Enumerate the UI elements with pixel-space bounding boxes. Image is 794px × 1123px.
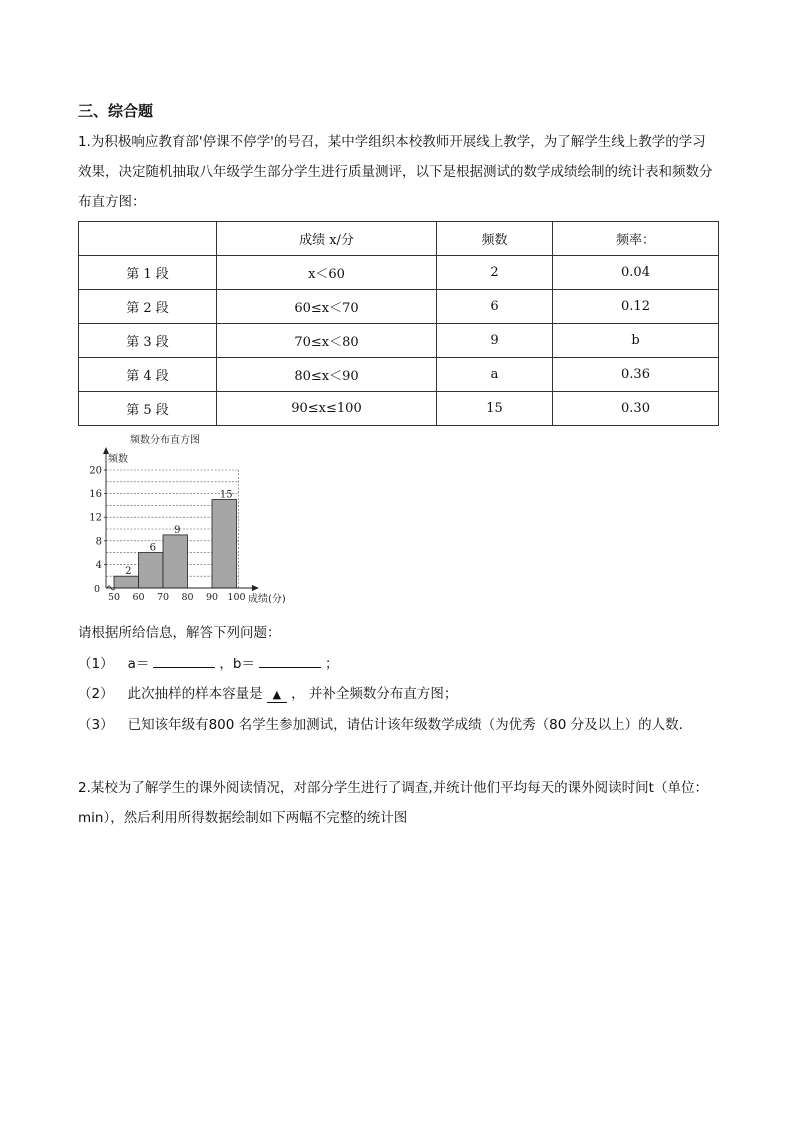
table-cell: 80≤x＜90 <box>217 358 437 392</box>
table-row <box>79 324 719 358</box>
table-cell: 0.12 <box>553 290 719 324</box>
answer-blank-b[interactable] <box>259 652 321 668</box>
question-1-text: 1.为积极响应教育部'停课不停学'的号召，某中学组织本校教师开展线上教学，为了解学生线上教学的学习效果，决定随机抽取八年级学生部分学生进行质量测评，以下是根据测试的数学成绩绘制的统计表和频数分布直方图： <box>78 134 713 210</box>
y-tick-label: 12 <box>89 512 102 524</box>
y-axis-label: 频数 <box>108 454 128 465</box>
x-axis-label: 成绩(分) <box>248 594 286 605</box>
table-cell: 0.04 <box>553 256 719 290</box>
sub-question-number: （1） <box>78 655 114 672</box>
b-label: ，b＝ <box>219 655 255 672</box>
bars <box>114 490 237 589</box>
histogram-bar <box>114 576 139 588</box>
table-cell: 90≤x≤100 <box>217 392 437 426</box>
histogram-bar <box>163 535 188 588</box>
question-2 <box>78 773 728 833</box>
table-cell: x＜60 <box>217 256 437 290</box>
table-cell: 第 3 段 <box>79 324 217 358</box>
table-cell: 第 4 段 <box>79 358 217 392</box>
question-1-intro <box>78 127 718 217</box>
sub-question-text: ， 并补全频数分布直方图； <box>291 686 458 702</box>
table-row <box>79 256 719 290</box>
sub-question-text: 此次抽样的样本容量是 <box>127 686 263 702</box>
section-title: 三、综合题 <box>78 102 154 120</box>
x-tick-label: 60 <box>132 592 145 603</box>
sub-question-number: （3） <box>78 716 114 733</box>
y-tick-label: 20 <box>89 465 102 477</box>
table-cell: b <box>553 324 719 358</box>
answer-blank-sample-size[interactable]: ▲ <box>267 688 287 703</box>
histogram-bar <box>139 553 164 588</box>
punctuation: ； <box>324 655 339 672</box>
frequency-table <box>78 221 719 426</box>
chart-title: 频数分布直方图 <box>130 435 200 446</box>
table-cell: 第 2 段 <box>79 290 217 324</box>
sub-question-text: 已知该年级有800 名学生参加测试，请估计该年级数学成绩（为优秀（80 分及以上）的人数． <box>127 716 693 733</box>
x-tick-label: 90 <box>205 592 219 603</box>
table-row <box>79 358 719 392</box>
bar-value-label: 2 <box>125 566 132 578</box>
y-tick-label: 8 <box>95 536 102 548</box>
table-cell: 第 1 段 <box>79 256 217 290</box>
table-row <box>79 290 719 324</box>
table-header-cell: 成绩 x/分 <box>217 222 437 256</box>
table-cell: a <box>437 358 553 392</box>
table-cell: 第 5 段 <box>79 392 217 426</box>
sub-question-1 <box>78 649 728 680</box>
table-header-cell: 频数 <box>437 222 553 256</box>
table-header-cell: 频率： <box>553 222 719 256</box>
question-2-text: 2.某校为了解学生的课外阅读情况，对部分学生进行了调查,并统计他们平均每天的课外阅读时间t（单位：min），然后利用所得数据绘制如下两幅不完整的统计图 <box>78 780 708 826</box>
x-axis-arrow <box>252 585 259 591</box>
sub-question-number: （2） <box>78 686 114 702</box>
a-label: a＝ <box>127 655 150 672</box>
answer-blank-a[interactable] <box>153 652 215 668</box>
histogram-bar <box>212 500 237 589</box>
bar-value-label: 6 <box>149 542 156 554</box>
table-cell: 70≤x＜80 <box>217 324 437 358</box>
table-row <box>79 392 719 426</box>
x-tick-label: 80 <box>181 592 194 603</box>
sub-question-3 <box>78 710 728 741</box>
prompt-line: 请根据所给信息，解答下列问题： <box>78 625 281 641</box>
table-cell: 0.36 <box>553 358 719 392</box>
table-cell: 15 <box>437 392 553 426</box>
y-tick-label: 16 <box>89 489 102 501</box>
sub-question-2 <box>78 679 728 710</box>
x-tick-label: 70 <box>156 592 170 603</box>
y-tick-label: 4 <box>95 559 102 571</box>
x-tick-label: 50 <box>107 592 121 603</box>
table-cell: 60≤x＜70 <box>217 290 437 324</box>
x-tick-label: 0 <box>93 584 101 595</box>
y-axis-arrow <box>103 447 109 454</box>
bar-value-label: 9 <box>174 524 181 536</box>
frequency-histogram <box>78 432 298 608</box>
table-header-row <box>79 222 719 256</box>
table-cell: 0.30 <box>553 392 719 426</box>
table-header-cell <box>79 222 217 256</box>
table-cell: 9 <box>437 324 553 358</box>
table-cell: 2 <box>437 256 553 290</box>
table-cell: 6 <box>437 290 553 324</box>
bar-value-label: 15 <box>219 489 233 501</box>
question-1-parts <box>78 618 728 740</box>
x-tick-label: 100 <box>227 592 246 603</box>
